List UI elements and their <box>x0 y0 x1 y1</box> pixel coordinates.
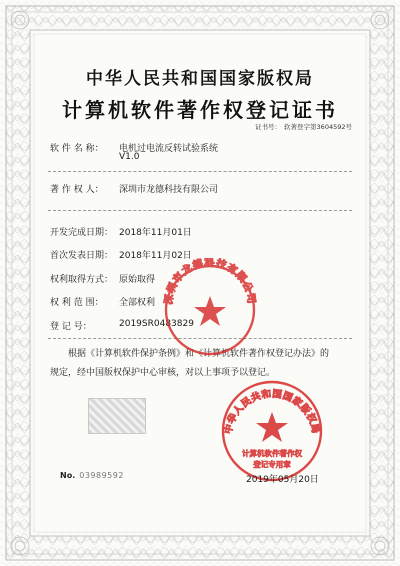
copyright-owner-label: 著 作 权 人： <box>50 185 104 195</box>
hologram-sticker <box>88 398 146 434</box>
rights-scope-value: 全部权利 <box>119 298 156 308</box>
divider <box>48 171 352 172</box>
copyright-owner-value: 深圳市龙德科技有限公司 <box>119 185 219 195</box>
registration-number-label: 登 记 号： <box>50 322 92 332</box>
software-name-label: 软 件 名 称： <box>50 144 104 154</box>
certificate-number <box>252 122 352 131</box>
official-seal-line-1: 计算机软件著作权 <box>242 449 302 458</box>
serial-number-label: No. <box>60 471 76 480</box>
software-name-value: 电机过电流反转试验系统 <box>119 144 219 154</box>
issue-date: 2019年05月20日 <box>246 475 319 485</box>
publication-date-value: 2018年11月02日 <box>119 251 192 261</box>
statement-line-2: 规定，经中国版权保护中心审核，对以上事项予以登记。 <box>50 368 276 378</box>
divider <box>48 210 352 211</box>
completion-date-label: 开发完成日期： <box>50 228 114 238</box>
certificate-title: 计算机软件著作权登记证书 <box>62 98 338 122</box>
certificate-number-label: 证书号： <box>255 123 282 131</box>
issuer-title: 中华人民共和国国家版权局 <box>86 69 314 89</box>
official-seal-stamp <box>213 376 331 482</box>
publication-date-label: 首次发表日期： <box>50 251 114 261</box>
statement-line-1: 根据《计算机软件保护条例》和《计算机软件著作权登记办法》的 <box>68 349 330 359</box>
serial-number <box>60 471 124 480</box>
acquisition-method-label: 权利取得方式： <box>50 275 114 285</box>
certificate-number-value: 软著登字第3604592号 <box>284 123 352 131</box>
registration-number-value: 2019SR0483829 <box>119 319 194 329</box>
completion-date-value: 2018年11月01日 <box>119 228 192 238</box>
official-seal-line-2: 登记专用章 <box>253 460 291 469</box>
software-version-value: V1.0 <box>119 152 140 162</box>
serial-number-value: 03989592 <box>79 471 124 480</box>
official-seal-ring-text: 中华人民共和国国家版权局 <box>223 388 321 435</box>
rights-scope-label: 权 利 范 围： <box>50 298 104 308</box>
acquisition-method-value: 原始取得 <box>119 275 156 285</box>
company-seal-stamp <box>160 258 260 358</box>
company-seal-text: 深圳市龙德科技有限公司 <box>163 258 257 306</box>
